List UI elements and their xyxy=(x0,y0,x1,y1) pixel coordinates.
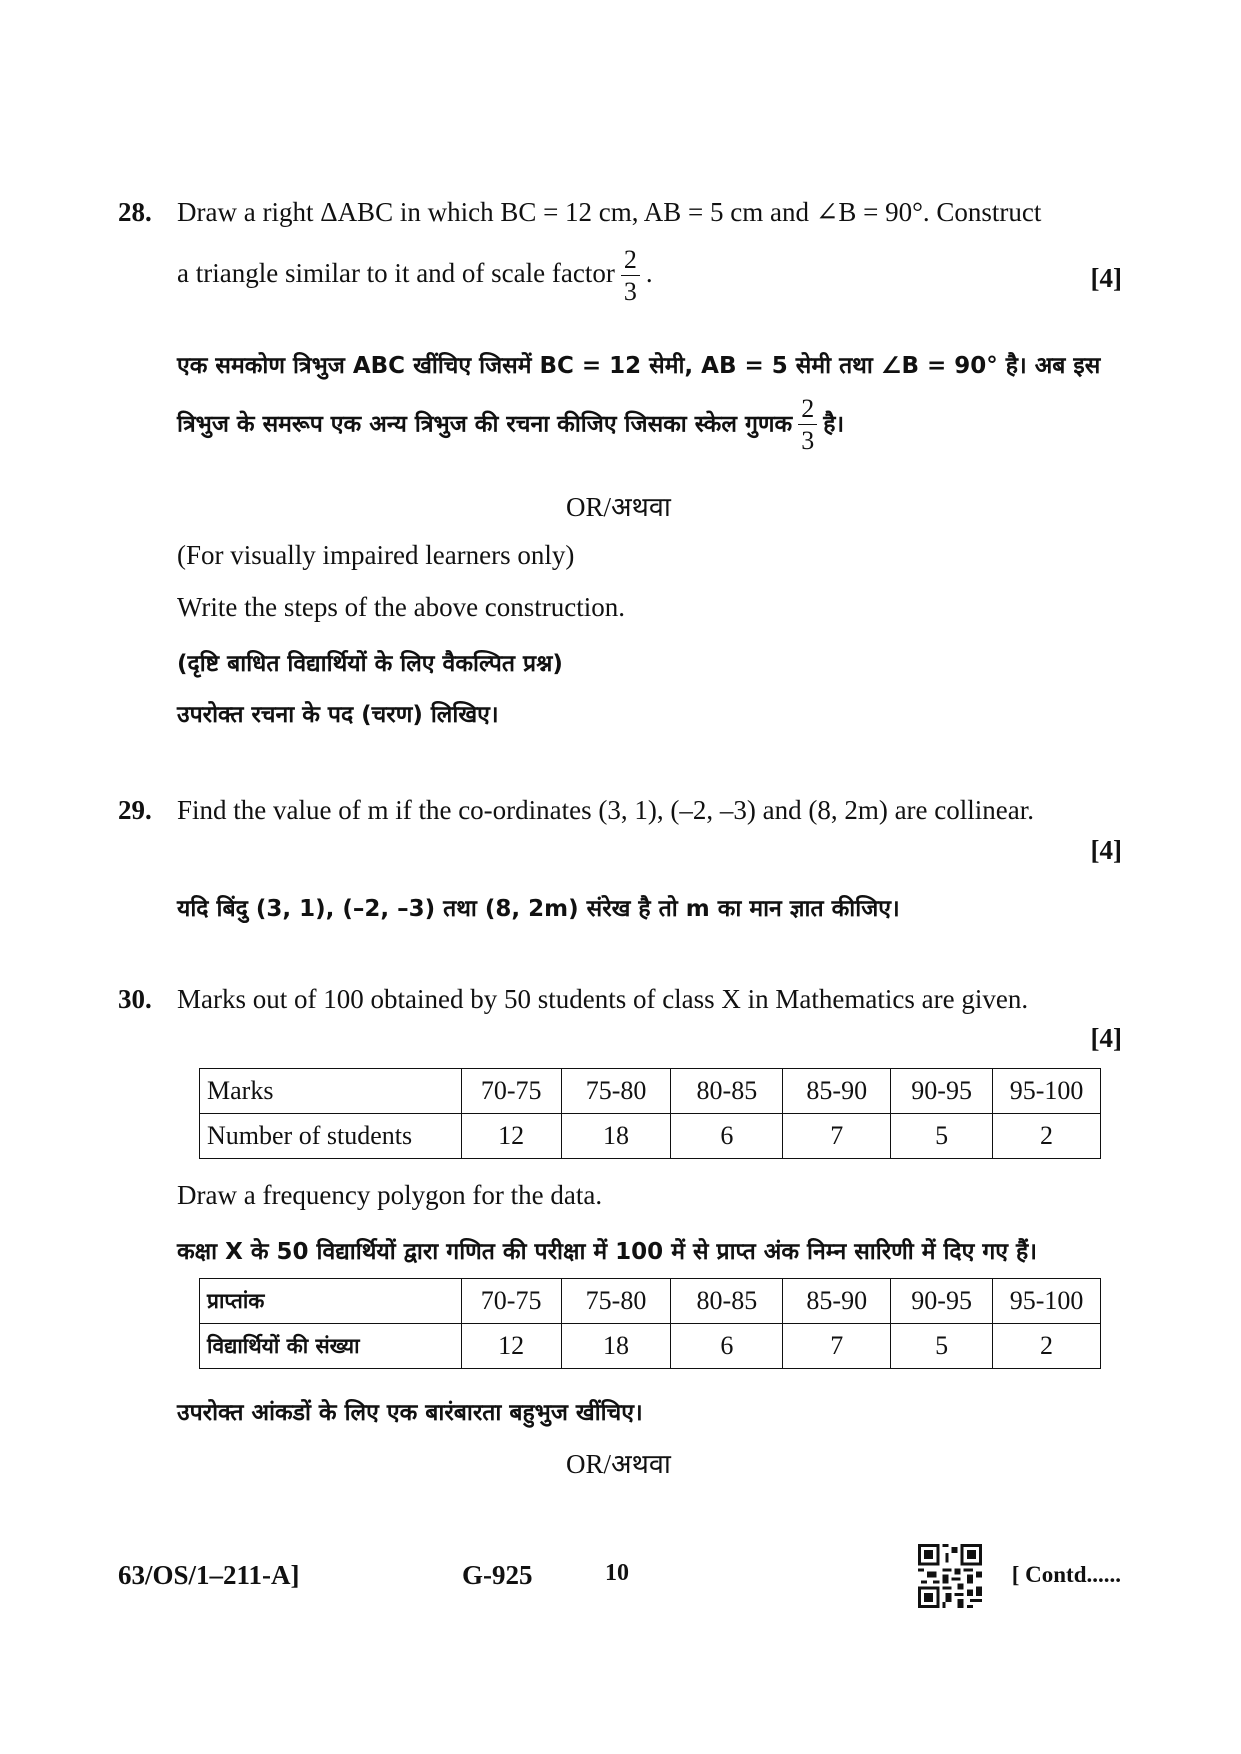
interval-cell: 75-80 xyxy=(561,1069,671,1114)
count-cell: 7 xyxy=(783,1324,891,1369)
q30-hindi-line1: कक्षा X के 50 विद्यार्थियों द्वारा गणित की परीक्षा में 100 में से प्राप्त अंक निम्न सारिणी में दिए गए हैं। xyxy=(177,1239,1037,1265)
fraction-denominator: 3 xyxy=(623,277,637,306)
continued-marker: [ Contd...... xyxy=(1011,1562,1121,1587)
table-row xyxy=(200,1324,1101,1369)
interval-cell: 85-90 xyxy=(783,1069,891,1114)
count-cell: 18 xyxy=(561,1324,671,1369)
table-row xyxy=(200,1069,1101,1114)
q29-english-line1: Find the value of m if the co-ordinates (3, 1), (–2, –3) and (8, 2m) are collinear. xyxy=(177,795,1034,825)
q28-english-line2 xyxy=(177,247,653,305)
q28-hindi-line2 xyxy=(177,396,844,454)
fraction-denominator: 3 xyxy=(801,426,815,455)
marks-table-hindi xyxy=(199,1278,1101,1369)
count-cell: 5 xyxy=(891,1324,993,1369)
interval-cell: 70-75 xyxy=(461,1279,561,1324)
count-cell: 6 xyxy=(671,1114,783,1159)
count-cell: 7 xyxy=(783,1114,891,1159)
count-cell: 12 xyxy=(461,1114,561,1159)
page-number: 10 xyxy=(605,1560,629,1586)
q30-english-line1: Marks out of 100 obtained by 50 students of class X in Mathematics are given. xyxy=(177,984,1029,1014)
interval-cell: 95-100 xyxy=(993,1069,1101,1114)
interval-cell: 75-80 xyxy=(561,1279,671,1324)
q28-hindi-line2-text: त्रिभुज के समरूप एक अन्य त्रिभुज की रचना कीजिए जिसका स्केल गुणक xyxy=(177,411,793,438)
students-header-hindi: विद्यार्थियों की संख्या xyxy=(200,1324,462,1369)
count-cell: 6 xyxy=(671,1324,783,1369)
q28-hindi-line1: एक समकोण त्रिभुज ABC खींचिए जिसमें BC = 12 सेमी, AB = 5 सेमी तथा ∠B = 90° है। अब इस xyxy=(177,353,1101,379)
interval-cell: 90-95 xyxy=(891,1069,993,1114)
scale-factor-fraction xyxy=(621,247,640,305)
students-header: Number of students xyxy=(200,1114,462,1159)
interval-cell: 90-95 xyxy=(891,1279,993,1324)
qr-code-icon xyxy=(918,1544,982,1608)
q30-hindi-instruction: उपरोक्त आंकडों के लिए एक बारंबारता बहुभुज खींचिए। xyxy=(177,1400,643,1426)
interval-cell: 80-85 xyxy=(671,1069,783,1114)
interval-cell: 95-100 xyxy=(993,1279,1101,1324)
q29-hindi-line1: यदि बिंदु (3, 1), (–2, –3) तथा (8, 2m) संरेख है तो m का मान ज्ञात कीजिए। xyxy=(177,896,900,922)
marks-header-hindi: प्राप्तांक xyxy=(200,1279,462,1324)
q30-marks: [4] xyxy=(1090,1023,1122,1053)
question-number-28: 28. xyxy=(118,197,152,227)
count-cell: 2 xyxy=(993,1114,1101,1159)
q28-hindi-line2-end: है। xyxy=(823,411,845,438)
q28-marks: [4] xyxy=(1090,263,1122,293)
interval-cell: 80-85 xyxy=(671,1279,783,1324)
series-code: G-925 xyxy=(462,1560,533,1590)
count-cell: 5 xyxy=(891,1114,993,1159)
scale-factor-fraction-hindi xyxy=(798,396,817,454)
q28-or-separator: OR/अथवा xyxy=(566,492,671,522)
q28-line2-period: . xyxy=(645,258,653,289)
question-number-29: 29. xyxy=(118,795,152,825)
marks-header: Marks xyxy=(200,1069,462,1114)
table-row xyxy=(200,1114,1101,1159)
q28-line2-text: a triangle similar to it and of scale factor xyxy=(177,258,615,289)
fraction-numerator: 2 xyxy=(798,396,817,425)
marks-table-english xyxy=(199,1068,1101,1159)
q28-alt-english-line2: Write the steps of the above construction. xyxy=(177,592,626,622)
fraction-numerator: 2 xyxy=(621,247,640,276)
table-row xyxy=(200,1279,1101,1324)
q30-or-separator: OR/अथवा xyxy=(566,1449,671,1479)
interval-cell: 85-90 xyxy=(783,1279,891,1324)
count-cell: 12 xyxy=(461,1324,561,1369)
q28-alt-hindi-line1: (दृष्टि बाधित विद्यार्थियों के लिए वैकल्पित प्रश्न) xyxy=(177,651,563,677)
q29-marks: [4] xyxy=(1090,835,1122,865)
q30-instruction: Draw a frequency polygon for the data. xyxy=(177,1180,603,1210)
paper-code: 63/OS/1–211-A] xyxy=(118,1560,300,1590)
q28-english-line1: Draw a right ΔABC in which BC = 12 cm, AB = 5 cm and ∠B = 90°. Construct xyxy=(177,197,1042,227)
q28-alt-english-line1: (For visually impaired learners only) xyxy=(177,540,575,570)
count-cell: 2 xyxy=(993,1324,1101,1369)
count-cell: 18 xyxy=(561,1114,671,1159)
q28-alt-hindi-line2: उपरोक्त रचना के पद (चरण) लिखिए। xyxy=(177,702,499,728)
interval-cell: 70-75 xyxy=(461,1069,561,1114)
question-number-30: 30. xyxy=(118,984,152,1014)
